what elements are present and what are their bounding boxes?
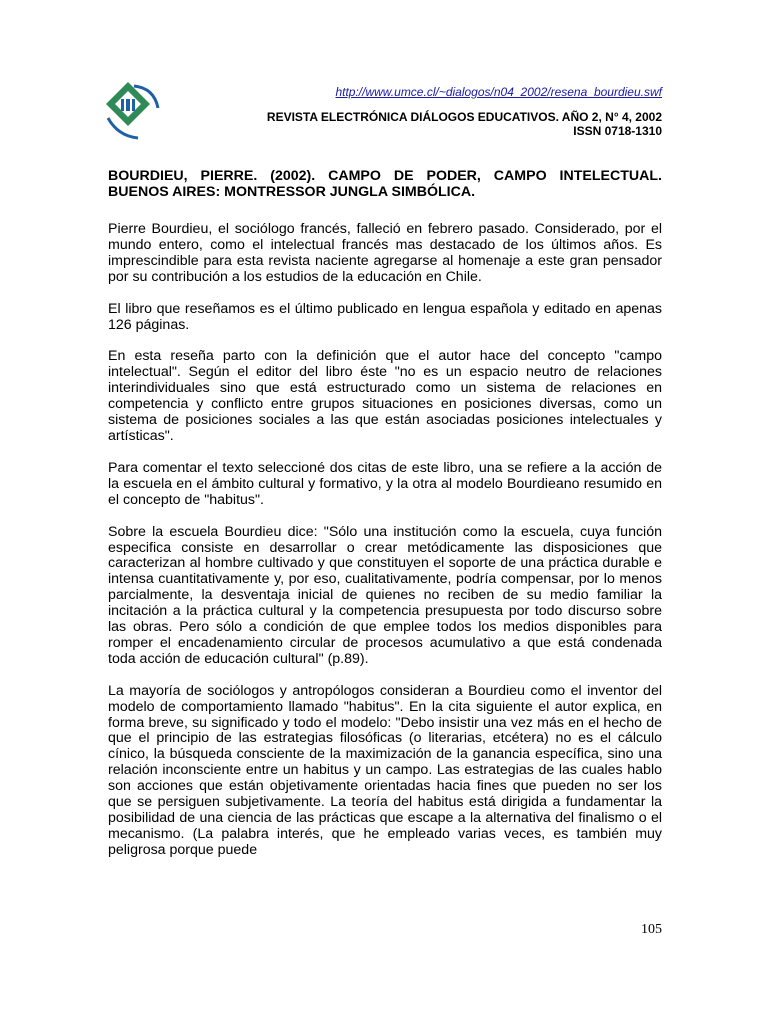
paragraph-1: Pierre Bourdieu, el sociólogo francés, falleció en febrero pasado. Considerado, por el mundo entero, como el intelectual francés mas destacado de los últimos años. Es imprescindible para esta revista naciente agregarse al homenaje a este gran pensador por su contribución a los estudios de la educación en Chile. bbox=[108, 221, 662, 285]
paragraph-4: Para comentar el texto seleccioné dos citas de este libro, una se refiere a la acción de la escuela en el ámbito cultural y formativo, y la otra al modelo Bourdieano resumido en el concepto de "habitus". bbox=[108, 459, 662, 508]
paragraph-6: La mayoría de sociólogos y antropólogos consideran a Bourdieu como el inventor del modelo de comportamiento llamado "habitus". En la cita siguiente el autor explica, en forma breve, su significado y todo el modelo: "Debo insistir una vez más en el hecho de que el principio de las estrategias filosóficas (o literarias, etcétera) no es el cálculo cínico, la búsqueda consciente de la maximización de la ganancia específica, sino una relación inconsciente entre un habitus y un campo. Las estrategias de las cuales hablo son acciones que están objetivamente orientadas hacia fines que pueden no ser los que se persiguen subjetivamente. La teoría del habitus está dirigida a fundamentar la posibilidad de una ciencia de las prácticas que escape a la alternativa del finalismo o el mecanismo. (La palabra interés, que he empleado varias veces, es también muy peligrosa porque puede bbox=[108, 682, 662, 858]
paragraph-5: Sobre la escuela Bourdieu dice: "Sólo una institución como la escuela, cuya función especifica consiste en desarrollar o crear metódicamente las disposiciones que caracterizan al hombre cultivado y que constituyen el soporte de una práctica durable e intensa cuantitativamente y, por eso, cualitativamente, podría compensar, por lo menos parcialmente, la desventaja inicial de quienes no reciben de su medio familiar la incitación a la práctica cultural y la competencia presupuesta por todo discurso sobre las obras. Pero sólo a condición de que emplee todos los medios disponibles para romper el encadenamiento circular de procesos acumulativo a que está condenada toda acción de educación cultural" (p.89). bbox=[108, 523, 662, 667]
journal-name: REVISTA ELECTRÓNICA DIÁLOGOS EDUCATIVOS. AÑO 2, N° 4, 2002 bbox=[266, 110, 662, 124]
journal-logo bbox=[104, 78, 164, 142]
journal-issn: ISSN 0718-1310 bbox=[573, 124, 662, 138]
journal-header bbox=[267, 110, 662, 138]
journal-logo-mark bbox=[104, 78, 164, 142]
article-body bbox=[108, 168, 662, 875]
source-url-link[interactable]: http://www.umce.cl/~dialogos/n04_2002/resena_bourdieu.swf bbox=[335, 85, 662, 99]
page-number: 105 bbox=[641, 922, 662, 937]
paragraph-3: En esta reseña parto con la definición que el autor hace del concepto "campo intelectual". Según el editor del libro éste "no es un espacio neutro de relaciones interindividuales sino que está estructurado como un sistema de relaciones en competencia y conflicto entre grupos situaciones en posiciones diversas, como un sistema de posiciones sociales a las que están asociadas posiciones intelectuales y artísticas". bbox=[108, 348, 662, 444]
article-title: BOURDIEU, PIERRE. (2002). CAMPO DE PODER, CAMPO INTELECTUAL. BUENOS AIRES: MONTRESSOR JUNGLA SIMBÓLICA. bbox=[108, 168, 662, 200]
paragraph-2: El libro que reseñamos es el último publicado en lengua española y editado en apenas 126 páginas. bbox=[108, 300, 662, 333]
